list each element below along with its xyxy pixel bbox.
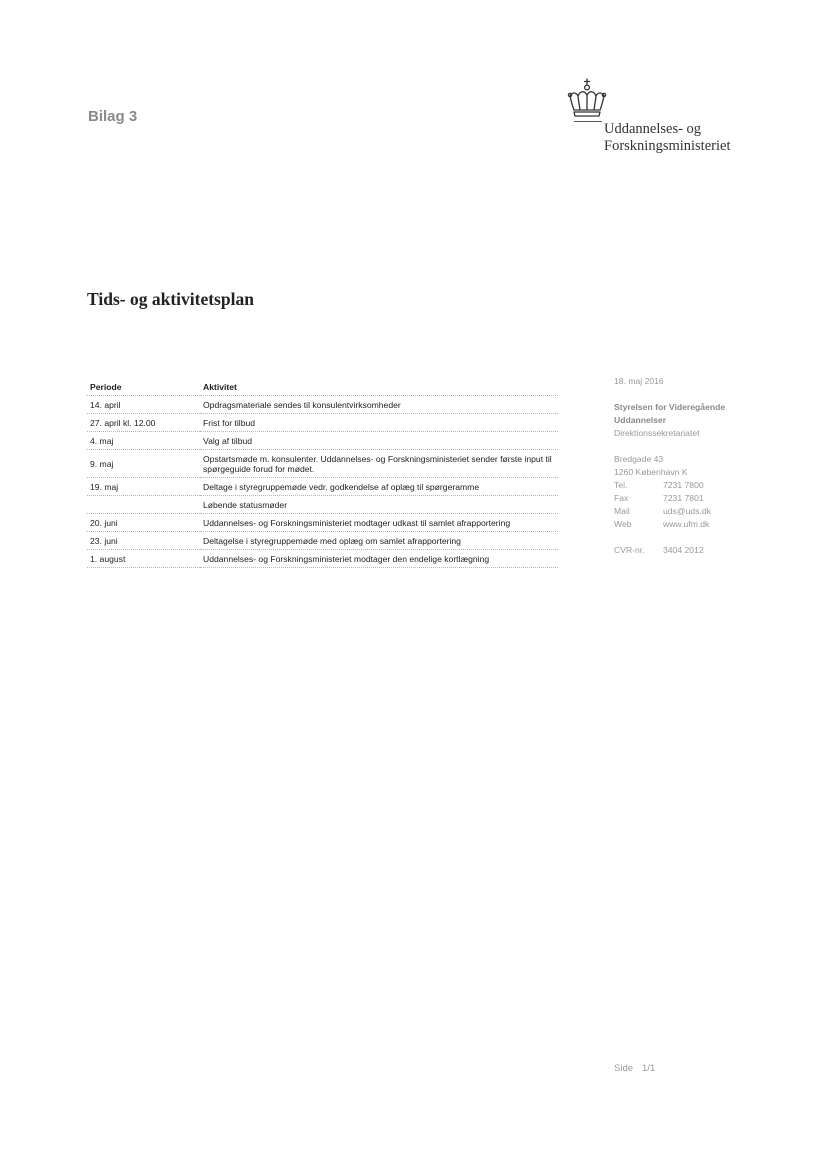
- sender-street: Bredgade 43: [614, 454, 664, 464]
- sender-city: 1260 København K: [614, 467, 688, 477]
- spacer: [614, 440, 725, 453]
- table-row: [87, 514, 558, 532]
- contact-value: 7231 7800: [663, 480, 704, 490]
- contact-label: Web: [614, 519, 632, 529]
- cvr-value: 3404 2012: [663, 545, 704, 555]
- column-header-period: Periode: [87, 377, 200, 396]
- table-row: [87, 450, 558, 478]
- table-row: [87, 396, 558, 414]
- activity-cell: Deltage i styregruppemøde vedr. godkendelse af oplæg til spørgeramme: [200, 478, 558, 496]
- document-date: 18. maj 2016: [614, 376, 664, 386]
- page-number: [614, 1063, 655, 1074]
- period-cell: 1. august: [87, 550, 200, 568]
- contact-label: Mail: [614, 506, 630, 516]
- document-title: Tids- og aktivitetsplan: [87, 289, 254, 309]
- ministry-name-line2: Forskningsministeriet: [604, 138, 731, 154]
- period-cell: 9. maj: [87, 450, 200, 478]
- table-row: [87, 414, 558, 432]
- activity-cell: Uddannelses- og Forskningsministeriet modtager udkast til samlet afrapportering: [200, 514, 558, 532]
- cvr-row: [614, 544, 725, 557]
- table-header-row: [87, 377, 558, 396]
- spacer: [614, 531, 725, 544]
- schedule-table: [87, 377, 558, 568]
- logo-rule: [574, 121, 602, 122]
- contact-row-fax: [614, 492, 725, 505]
- table-row: [87, 432, 558, 450]
- activity-cell: Opstartsmøde m. konsulenter. Uddannelses- og Forskningsministeriet sender første input til spørgeguide forud for mødet.: [200, 450, 558, 478]
- activity-cell: Løbende statusmøder: [200, 496, 558, 514]
- contact-row-mail: [614, 505, 725, 518]
- contact-label: Tel.: [614, 480, 628, 490]
- activity-cell: Deltagelse i styregruppemøde med oplæg om samlet afrapportering: [200, 532, 558, 550]
- appendix-label: Bilag 3: [88, 108, 138, 125]
- period-cell: 27. april kl. 12.00: [87, 414, 200, 432]
- contact-value: uds@uds.dk: [663, 506, 711, 516]
- crown-icon: [566, 78, 608, 118]
- activity-cell: Frist for tilbud: [200, 414, 558, 432]
- sender-org-line2: Uddannelser: [614, 415, 667, 425]
- period-cell: 14. april: [87, 396, 200, 414]
- contact-value: 7231 7801: [663, 493, 704, 503]
- cvr-label: CVR-nr.: [614, 545, 645, 555]
- table-row: [87, 550, 558, 568]
- activity-cell: Opdragsmateriale sendes til konsulentvirksomheder: [200, 396, 558, 414]
- contact-row-tel: [614, 479, 725, 492]
- table-row: [87, 532, 558, 550]
- column-header-activity: Aktivitet: [200, 377, 558, 396]
- period-cell: 4. maj: [87, 432, 200, 450]
- page-value: 1/1: [642, 1063, 656, 1074]
- page-label: Side: [614, 1063, 634, 1074]
- contact-row-web: [614, 518, 725, 531]
- sender-info: [614, 375, 725, 557]
- period-cell: 23. juni: [87, 532, 200, 550]
- ministry-name-line1: Uddannelses- og: [604, 121, 702, 137]
- table-row: [87, 478, 558, 496]
- activity-cell: Valg af tilbud: [200, 432, 558, 450]
- period-cell: [87, 496, 200, 514]
- sender-department: Direktionssekretariatet: [614, 428, 700, 438]
- sender-org-line1: Styrelsen for Videregående: [614, 402, 726, 412]
- contact-label: Fax: [614, 493, 629, 503]
- period-cell: 19. maj: [87, 478, 200, 496]
- activity-cell: Uddannelses- og Forskningsministeriet modtager den endelige kortlægning: [200, 550, 558, 568]
- contact-value: www.ufm.dk: [663, 519, 710, 529]
- table-row: [87, 496, 558, 514]
- ministry-name: [604, 121, 730, 155]
- period-cell: 20. juni: [87, 514, 200, 532]
